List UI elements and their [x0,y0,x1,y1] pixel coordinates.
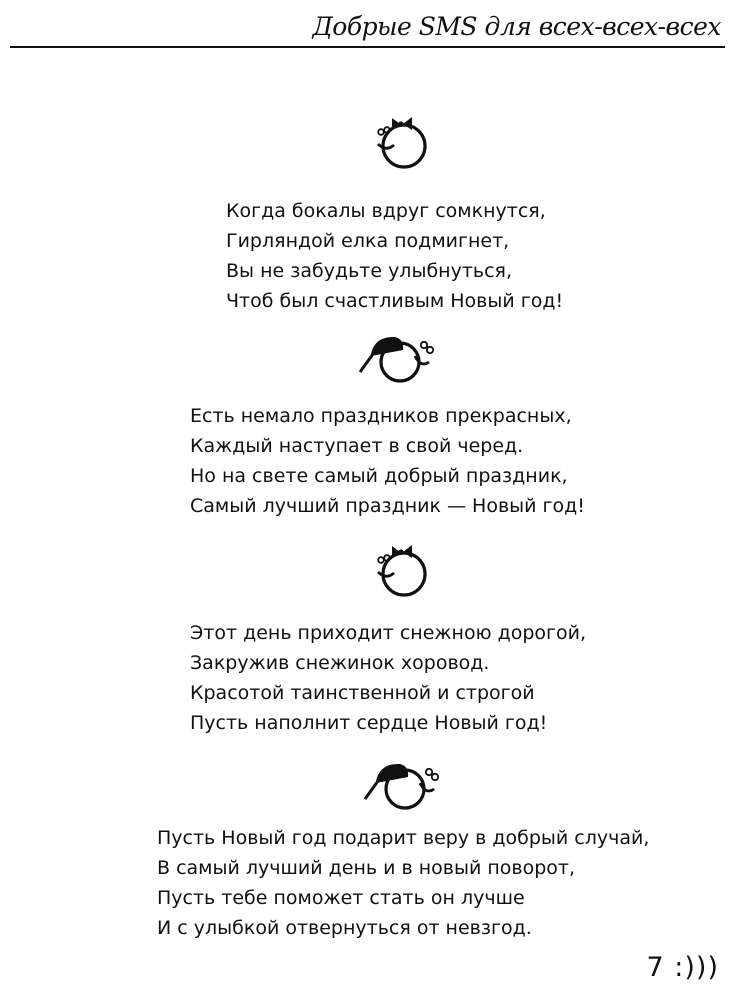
smiley-cap-icon [362,755,446,813]
poem-line: Пусть тебе поможет стать он лучше [157,887,525,909]
poem-line: Когда бокалы вдруг сомкнутся, [226,200,546,222]
poem-line: Есть немало праздников прекрасных, [190,405,572,427]
poem-3 [190,618,586,738]
poem-line: Самый лучший праздник — Новый год! [190,495,585,517]
poem-line: Но на свете самый добрый праздник, [190,465,568,487]
smiley-bow-icon [370,536,430,598]
poem-line: В самый лучший день и в новый поворот, [157,857,576,879]
poem-1 [226,196,563,316]
poem-line: Чтоб был счастливым Новый год! [226,290,564,312]
poem-line: Каждый наступает в свой черед. [190,435,524,457]
smiley-bow-icon [370,108,430,170]
poem-line: И с улыбкой отвернуться от невзгод. [157,917,532,939]
poem-line: Вы не забудьте улыбнуться, [226,260,513,282]
poem-line: Закружив снежинок хоровод. [190,652,490,674]
poem-line: Гирляндой елка подмигнет, [226,230,510,252]
page-number: 7 :))) [646,952,719,983]
poem-2 [190,401,585,521]
smiley-cap-icon [357,328,441,386]
poem-line: Этот день приходит снежною дорогой, [190,622,587,644]
header-title: Добрые SMS для всех-всех-всех [312,12,721,41]
poem-line: Красотой таинственной и строгой [190,682,535,704]
header-divider [10,46,725,48]
poem-line: Пусть Новый год подарит веру в добрый случай, [157,827,650,849]
poem-line: Пусть наполнит сердце Новый год! [190,712,548,734]
poem-4 [157,823,649,943]
